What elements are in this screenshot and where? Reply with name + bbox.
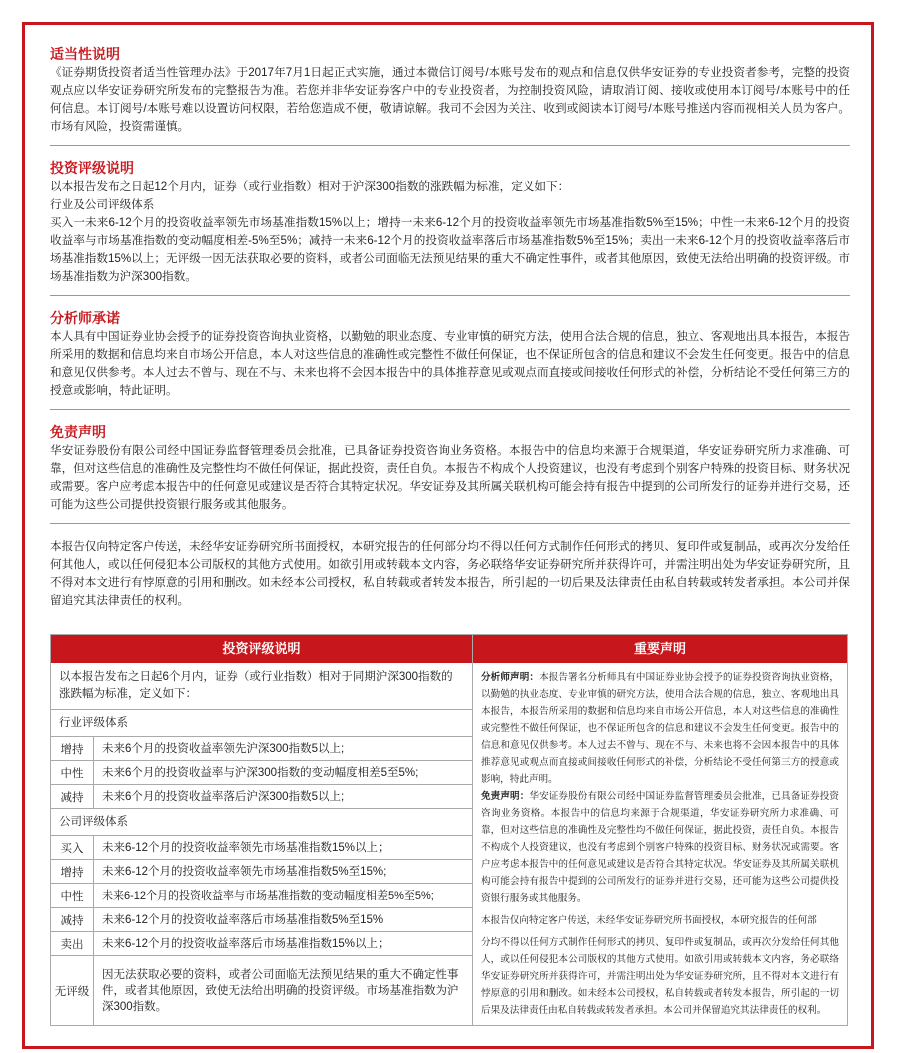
copyright-line: 本报告仅向特定客户传送，未经华安证券研究所书面授权，本研究报告的任何部 — [481, 915, 817, 926]
section-title-suitability: 适当性说明 — [50, 46, 120, 62]
section-body-analyst: 本人具有中国证券业协会授予的证券投资咨询执业资格，以勤勉的职业态度、专业审慎的研究方法，使用合法合规的信息，独立、客观地出具本报告，本报告所采用的数据和信息均来自市场公开信息，本人对这些信息的准确性或完整性不做任何保证，也不保证所包含的信息和建议不会发生任何变更。报告中的信息和意见仅供参考。本人过去不曾与、现在不与、未来也将不会因本报告中的具体推荐意见或观点而直接或间接收任何形式的补偿，分析结论不受任何第三方的授意或影响，特此证明。 — [50, 330, 850, 397]
rating-label: 中性 — [51, 884, 94, 907]
disclaimer-statement — [481, 788, 839, 907]
rating-label: 增持 — [51, 737, 94, 760]
company-rating-title: 公司评级体系 — [51, 809, 472, 836]
section-title-disclaimer: 免责声明 — [50, 424, 106, 440]
rating-label: 中性 — [51, 761, 94, 784]
divider — [50, 523, 850, 524]
rating-desc: 未来6个月的投资收益率落后沪深300指数5以上; — [102, 790, 345, 803]
divider — [50, 295, 850, 296]
rating-desc: 未来6-12个月的投资收益率落后市场基准指数5%至15% — [102, 913, 384, 926]
table-row — [51, 884, 472, 908]
section-title-analyst: 分析师承诺 — [50, 310, 120, 326]
analyst-statement-label: 分析师声明： — [481, 672, 540, 683]
section-body-suitability: 《证券期货投资者适当性管理办法》于2017年7月1日起正式实施，通过本微信订阅号/本账号发布的观点和信息仅供华安证券的专业投资者参考，完整的投资观点应以华安证券研究所发布的完整报告为准。若您并非华安证券客户中的专业投资者，为控制投资风险，请取消订阅、接收或使用本订阅号/本账号中的任何信息。本订阅号/本账号难以设置访问权限，若给您造成不便，敬请谅解。我司不会因为关注、收到或阅读本订阅号/本账号推送内容而视相关人员为客户。市场有风险，投资需谨慎。 — [50, 66, 850, 133]
section-title-rating: 投资评级说明 — [50, 160, 134, 176]
section-body-disclaimer: 华安证券股份有限公司经中国证券监督管理委员会批准，已具备证券投资咨询业务资格。本报告中的信息均来源于合规渠道，华安证券研究所力求准确、可靠，但对这些信息的准确性及完整性均不做任何保证，据此投资，责任自负。本报告不构成个人投资建议，也没有考虑到个别客户特殊的投资目标、财务状况或需要。客户应考虑本报告中的任何意见或建议是否符合其特定状况。华安证券及其所属关联机构可能会持有报告中提到的公司所发行的证券并进行交易，还可能为这些公司提供投资银行服务或其他服务。 — [50, 444, 850, 511]
section-body-rating: 以本报告发布之日起12个月内，证券（或行业指数）相对于沪深300指数的涨跌幅为标准，定义如下： — [50, 180, 570, 193]
rating-intro: 以本报告发布之日起6个月内，证券（或行业指数）相对于同期沪深300指数的涨跌幅为标准，定义如下： — [51, 663, 472, 710]
table-row — [51, 836, 472, 860]
divider — [50, 145, 850, 146]
rating-desc: 未来6-12个月的投资收益率与市场基准指数的变动幅度相差5%至5%; — [102, 889, 434, 902]
copyright-rest: 分均不得以任何方式制作任何形式的拷贝、复印件或复制品，或再次分发给任何其他人，或以任何侵犯本公司版权的其他方式使用。如欲引用或转载本文内容，务必联络华安证券研究所并获得许可，并需注明出处为华安证券研究所，且不得对本文进行有悖原意的引用和删改。如未经本公司授权，私自转载或者转发本报告，所引起的一切后果及法律责任由私自转载或转发者承担。本公司并保留追究其法律责任的权利。 — [481, 937, 839, 1016]
rating-desc: 未来6个月的投资收益率与沪深300指数的变动幅度相差5至5%; — [102, 766, 419, 779]
analyst-statement-text: 本报告署名分析师具有中国证券业协会授予的证券投资咨询执业资格，以勤勉的执业态度、专业审慎的研究方法，使用合法合规的信息，独立、客观地出具本报告，本报告所采用的数据和信息均来自市场公开信息，本人对这些信息的准确性或完整性不做任何保证，也不保证所包含的信息和建议不会发生任何变更。报告中的信息和意见仅供参考。本人过去不曾与、现在不与、未来也将不会因本报告中的具体推荐意见或观点而直接或间接收任何形式的补偿，分析结论不受任何第三方的授意或影响，特此声明。 — [481, 672, 840, 785]
divider — [50, 409, 850, 410]
rating-column — [51, 635, 473, 1025]
rating-label: 增持 — [51, 860, 94, 883]
statement-column — [473, 635, 847, 1025]
rating-desc: 未来6-12个月的投资收益率落后市场基准指数15%以上； — [102, 937, 390, 950]
rating-desc: 未来6-12个月的投资收益率领先市场基准指数15%以上； — [102, 841, 390, 854]
rating-desc: 未来6-12个月的投资收益率领先市场基准指数5%至15%; — [102, 865, 387, 878]
rating-label: 卖出 — [51, 932, 94, 955]
rating-desc: 未来6个月的投资收益率领先沪深300指数5以上; — [102, 742, 345, 755]
rating-label: 减持 — [51, 785, 94, 808]
section-body-rating-definitions: 买入一未来6-12个月的投资收益率领先市场基准指数15%以上；增持一未来6-12个月的投资收益率领先市场基准指数5%至15%；中性一未来6-12个月的投资收益率与市场基准指数的变动幅度相差-5%至5%；减持一未来6-12个月的投资收益率落后市场基准指数5%至15%；卖出一未来6-12个月的投资收益率落后市场基准指数15%以上；无评级一因无法获取必要的资料，或者公司面临无法预见结果的重大不确定性事件，或者其他原因，致使无法给出明确的投资评级。市场基准指数为沪深300指数。 — [50, 216, 850, 283]
table-row — [51, 860, 472, 884]
rating-statement-table — [50, 634, 848, 1026]
industry-rating-title: 行业评级体系 — [51, 710, 472, 737]
page-frame — [22, 22, 874, 1049]
analyst-statement — [481, 669, 839, 788]
table-row — [51, 932, 472, 956]
rating-header: 投资评级说明 — [51, 635, 472, 663]
table-row — [51, 737, 472, 761]
disclaimer-text: 华安证券股份有限公司经中国证券监督管理委员会批准，已具备证券投资咨询业务资格。本报告中的信息均来源于合规渠道，华安证券研究所力求准确、可靠，但对这些信息的准确性及完整性均不做任何保证，据此投资，责任自负。本报告不构成个人投资建议，也没有考虑到个别客户特殊的投资目标、财务状况或需要。客户应考虑本报告中的任何意见或建议是否符合其特定状况。华安证券及其所属关联机构可能会持有报告中提到的公司所发行的证券并进行交易，还可能为这些公司提供投资银行服务或其他服务。 — [481, 791, 839, 904]
rating-label: 买入 — [51, 836, 94, 859]
table-row — [51, 761, 472, 785]
table-row — [51, 908, 472, 932]
statement-text — [473, 663, 847, 1025]
table-row — [51, 785, 472, 809]
disclosure-content — [50, 44, 850, 610]
disclaimer-label: 免责声明： — [481, 791, 530, 802]
statement-header: 重要声明 — [473, 635, 847, 663]
rating-desc: 因无法获取必要的资料，或者公司面临无法预见结果的重大不确定性事件，或者其他原因，致使无法给出明确的投资评级。市场基准指数为沪深300指数。 — [102, 968, 459, 1013]
section-subtitle-rating: 行业及公司评级体系 — [50, 198, 155, 211]
copyright-notice: 本报告仅向特定客户传送，未经华安证券研究所书面授权，本研究报告的任何部分均不得以任何方式制作任何形式的拷贝、复印件或复制品，或再次分发给任何其他人，或以任何侵犯本公司版权的其他方式使用。如欲引用或转载本文内容，务必联络华安证券研究所并获得许可，并需注明出处为华安证券研究所，且不得对本文进行有悖原意的引用和删改。如未经本公司授权，私自转载或者转发本报告，所引起的一切后果及法律责任由私自转载或转发者承担。本公司并保留追究其法律责任的权利。 — [50, 540, 850, 607]
rating-label: 减持 — [51, 908, 94, 931]
rating-label: 无评级 — [51, 956, 94, 1025]
table-row — [51, 956, 472, 1025]
